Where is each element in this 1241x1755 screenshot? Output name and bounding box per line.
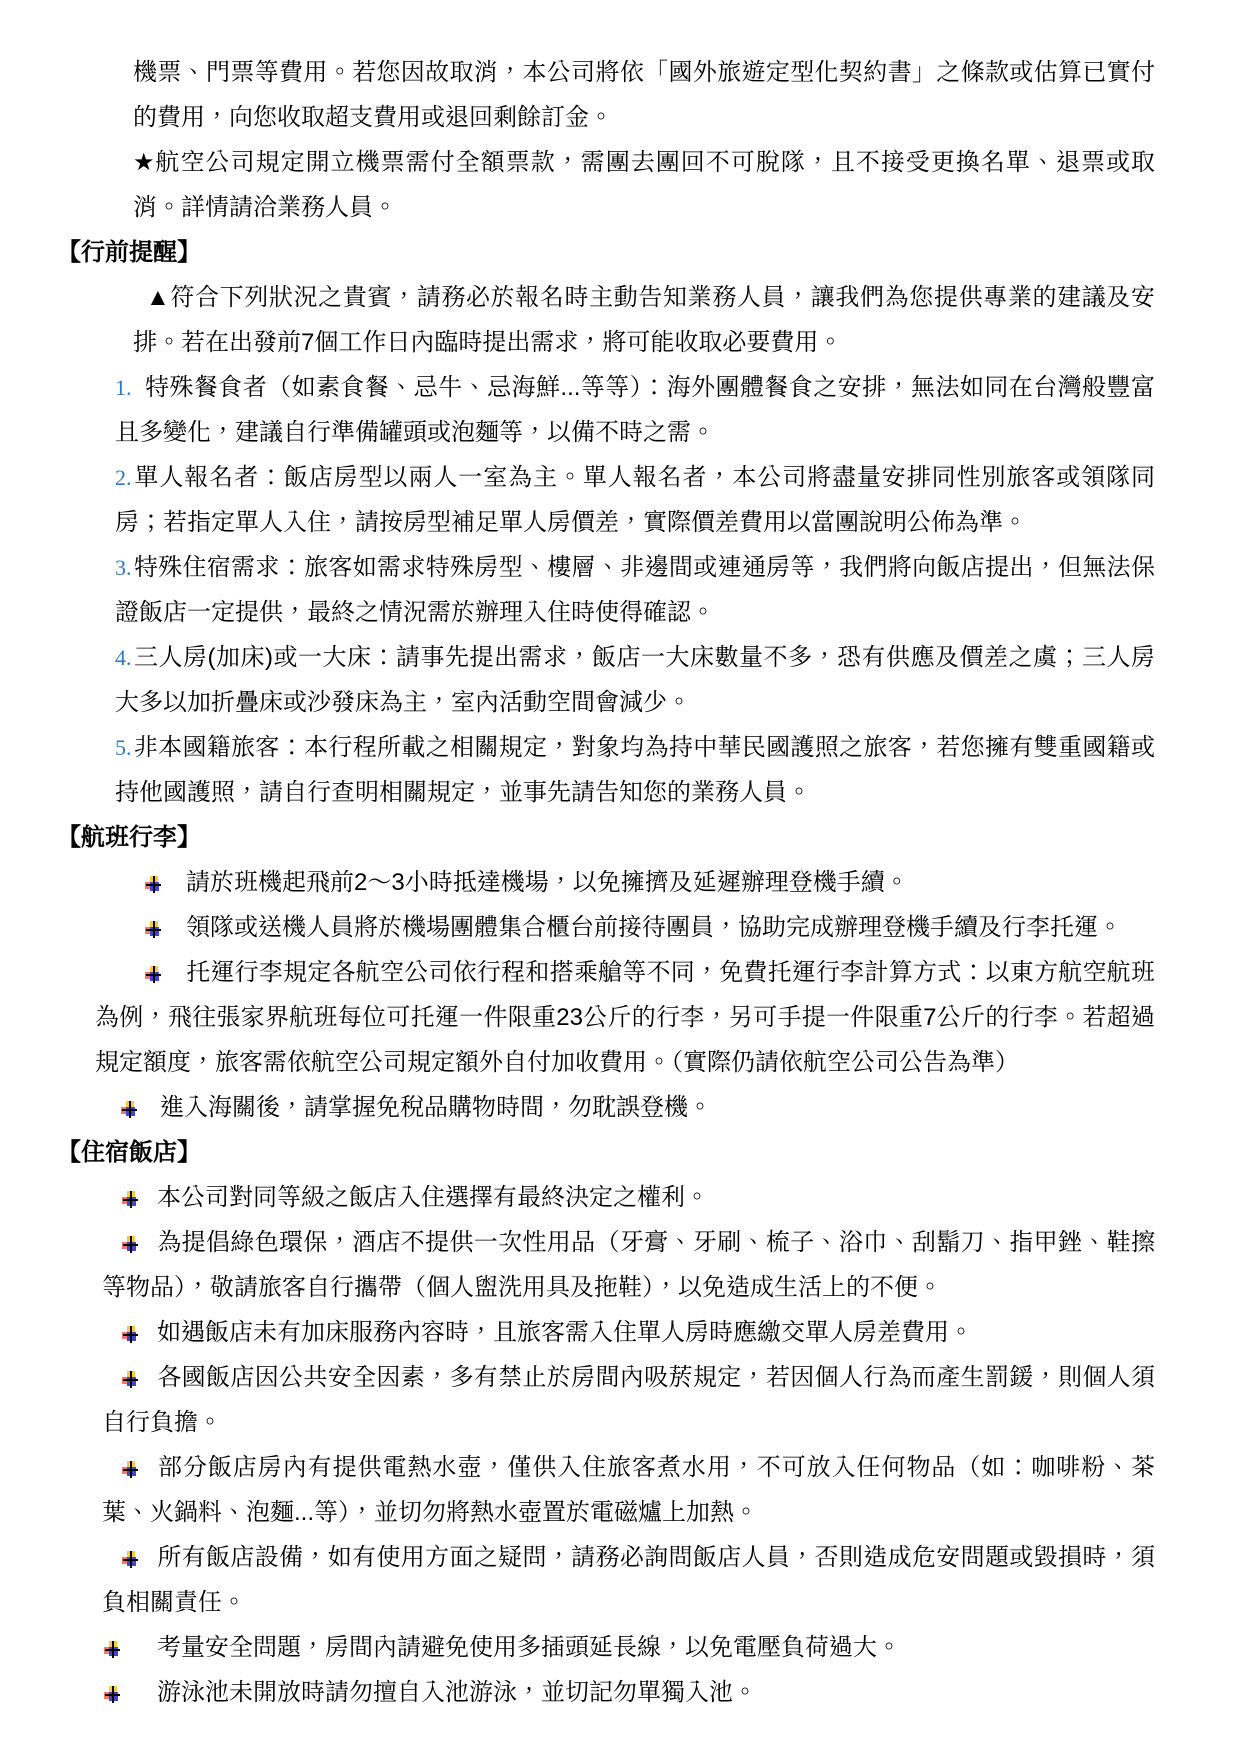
list-number: 4. xyxy=(115,645,132,670)
colorful-cross-bullet-icon xyxy=(122,1191,139,1208)
flight-bullet-item xyxy=(95,905,1155,950)
section-title-flight: 【航班行李】 xyxy=(57,824,201,851)
pretrip-item-4 xyxy=(115,635,1155,725)
bullet-item-text: 進入海關後，請掌握免稅品購物時間，勿耽誤登機。 xyxy=(160,1094,712,1121)
list-item-text: 單人報名者：飯店房型以兩人一室為主。單人報名者，本公司將盡量安排同性別旅客或領隊同房；若指定單人入住，請按房型補足單人房價差，實際價差費用以當團說明公佈為準。 xyxy=(115,464,1155,536)
bullet-item-text: 請於班機起飛前2～3小時抵達機場，以免擁擠及延遲辦理登機手續。 xyxy=(186,869,909,896)
bullet-item-text: 為提倡綠色環保，酒店不提供一次性用品（牙膏、牙刷、梳子、浴巾、刮鬍刀、指甲銼、鞋擦等物品），敬請旅客自行攜帶（個人盥洗用具及拖鞋），以免造成生活上的不便。 xyxy=(102,1229,1155,1301)
flight-bullet-item xyxy=(95,860,1155,905)
bullet-item-text: 考量安全問題，房間內請避免使用多插頭延長線，以免電壓負荷過大。 xyxy=(157,1634,901,1661)
hotel-bullet-item xyxy=(102,1355,1155,1445)
hotel-bullet-item xyxy=(102,1670,1155,1715)
list-item-text: 特殊餐食者（如素食餐、忌牛、忌海鮮...等等）：海外團體餐食之安排，無法如同在台灣般豐富且多變化，建議自行準備罐頭或泡麵等，以備不時之需。 xyxy=(115,374,1155,446)
colorful-cross-bullet-icon xyxy=(122,1461,139,1478)
list-number: 5. xyxy=(115,735,132,760)
pretrip-item-5 xyxy=(115,725,1155,815)
colorful-cross-bullet-icon xyxy=(122,1326,139,1343)
colorful-cross-bullet-icon xyxy=(145,876,162,893)
pretrip-item-2 xyxy=(115,455,1155,545)
bullet-item-text: 所有飯店設備，如有使用方面之疑問，請務必詢問飯店人員，否則造成危安問題或毀損時，須負相關責任。 xyxy=(102,1544,1155,1616)
hotel-bullet-item xyxy=(102,1535,1155,1625)
list-item-text: 三人房(加床)或一大床：請事先提出需求，飯店一大床數量不多，恐有供應及價差之虞；三人房大多以加折疊床或沙發床為主，室內活動空間會減少。 xyxy=(115,644,1155,716)
hotel-bullet-item xyxy=(102,1625,1155,1670)
bullet-item-text: 托運行李規定各航空公司依行程和搭乘艙等不同，免費托運行李計算方式：以東方航空航班為例，飛往張家界航班每位可托運一件限重23公斤的行李，另可手提一件限重7公斤的行李。若超過規定額度，旅客需依航空公司規定額外自付加收費用。（實際仍請依航空公司公告為準） xyxy=(95,959,1155,1076)
colorful-cross-bullet-icon xyxy=(104,1686,121,1703)
colorful-cross-bullet-icon xyxy=(145,966,162,983)
hotel-bullet-item xyxy=(102,1310,1155,1355)
ticket-star-note: ★航空公司規定開立機票需付全額票款，需團去團回不可脫隊，且不接受更換名單、退票或取消。詳情請洽業務人員。 xyxy=(133,149,1155,221)
list-number: 2. xyxy=(115,465,132,490)
list-item-text: 特殊住宿需求：旅客如需求特殊房型、樓層、非邊間或連通房等，我們將向飯店提出，但無法保證飯店一定提供，最終之情況需於辦理入住時使得確認。 xyxy=(115,554,1155,626)
colorful-cross-bullet-icon xyxy=(122,1371,139,1388)
bullet-item-text: 領隊或送機人員將於機場團體集合櫃台前接待團員，協助完成辦理登機手續及行李托運。 xyxy=(186,914,1122,941)
list-item-text: 非本國籍旅客：本行程所載之相關規定，對象均為持中華民國護照之旅客，若您擁有雙重國籍或持他國護照，請自行查明相關規定，並事先請告知您的業務人員。 xyxy=(115,734,1155,806)
pretrip-intro-note: ▲符合下列狀況之貴賓，請務必於報名時主動告知業務人員，讓我們為您提供專業的建議及安排。若在出發前7個工作日內臨時提出需求，將可能收取必要費用。 xyxy=(133,284,1155,356)
intro-paragraph: 機票、門票等費用。若您因故取消，本公司將依「國外旅遊定型化契約書」之條款或估算已實付的費用，向您收取超支費用或退回剩餘訂金。 xyxy=(133,59,1155,131)
section-title-pretrip: 【行前提醒】 xyxy=(57,239,201,266)
bullet-item-text: 如遇飯店未有加床服務內容時，且旅客需入住單人房時應繳交單人房差費用。 xyxy=(157,1319,973,1346)
colorful-cross-bullet-icon xyxy=(122,1236,139,1253)
flight-bullet-item xyxy=(95,1085,1155,1130)
list-number: 3. xyxy=(115,555,132,580)
colorful-cross-bullet-icon xyxy=(121,1101,138,1118)
bullet-item-text: 本公司對同等級之飯店入住選擇有最終決定之權利。 xyxy=(157,1184,709,1211)
pretrip-item-1 xyxy=(115,365,1155,455)
colorful-cross-bullet-icon xyxy=(122,1551,139,1568)
bullet-item-text: 部分飯店房內有提供電熱水壺，僅供入住旅客煮水用，不可放入任何物品（如：咖啡粉、茶葉、火鍋料、泡麵...等），並切勿將熱水壺置於電磁爐上加熱。 xyxy=(102,1454,1155,1526)
pretrip-item-3 xyxy=(115,545,1155,635)
bullet-item-text: 各國飯店因公共安全因素，多有禁止於房間內吸菸規定，若因個人行為而產生罰鍰，則個人須自行負擔。 xyxy=(102,1364,1155,1436)
hotel-bullet-item xyxy=(102,1445,1155,1535)
flight-bullet-item xyxy=(95,950,1155,1085)
hotel-bullet-item xyxy=(102,1220,1155,1310)
list-number: 1. xyxy=(115,375,132,400)
colorful-cross-bullet-icon xyxy=(145,921,162,938)
hotel-bullet-item xyxy=(102,1175,1155,1220)
colorful-cross-bullet-icon xyxy=(104,1641,121,1658)
section-title-hotel: 【住宿飯店】 xyxy=(57,1139,201,1166)
bullet-item-text: 游泳池未開放時請勿擅自入池游泳，並切記勿單獨入池。 xyxy=(157,1679,757,1706)
